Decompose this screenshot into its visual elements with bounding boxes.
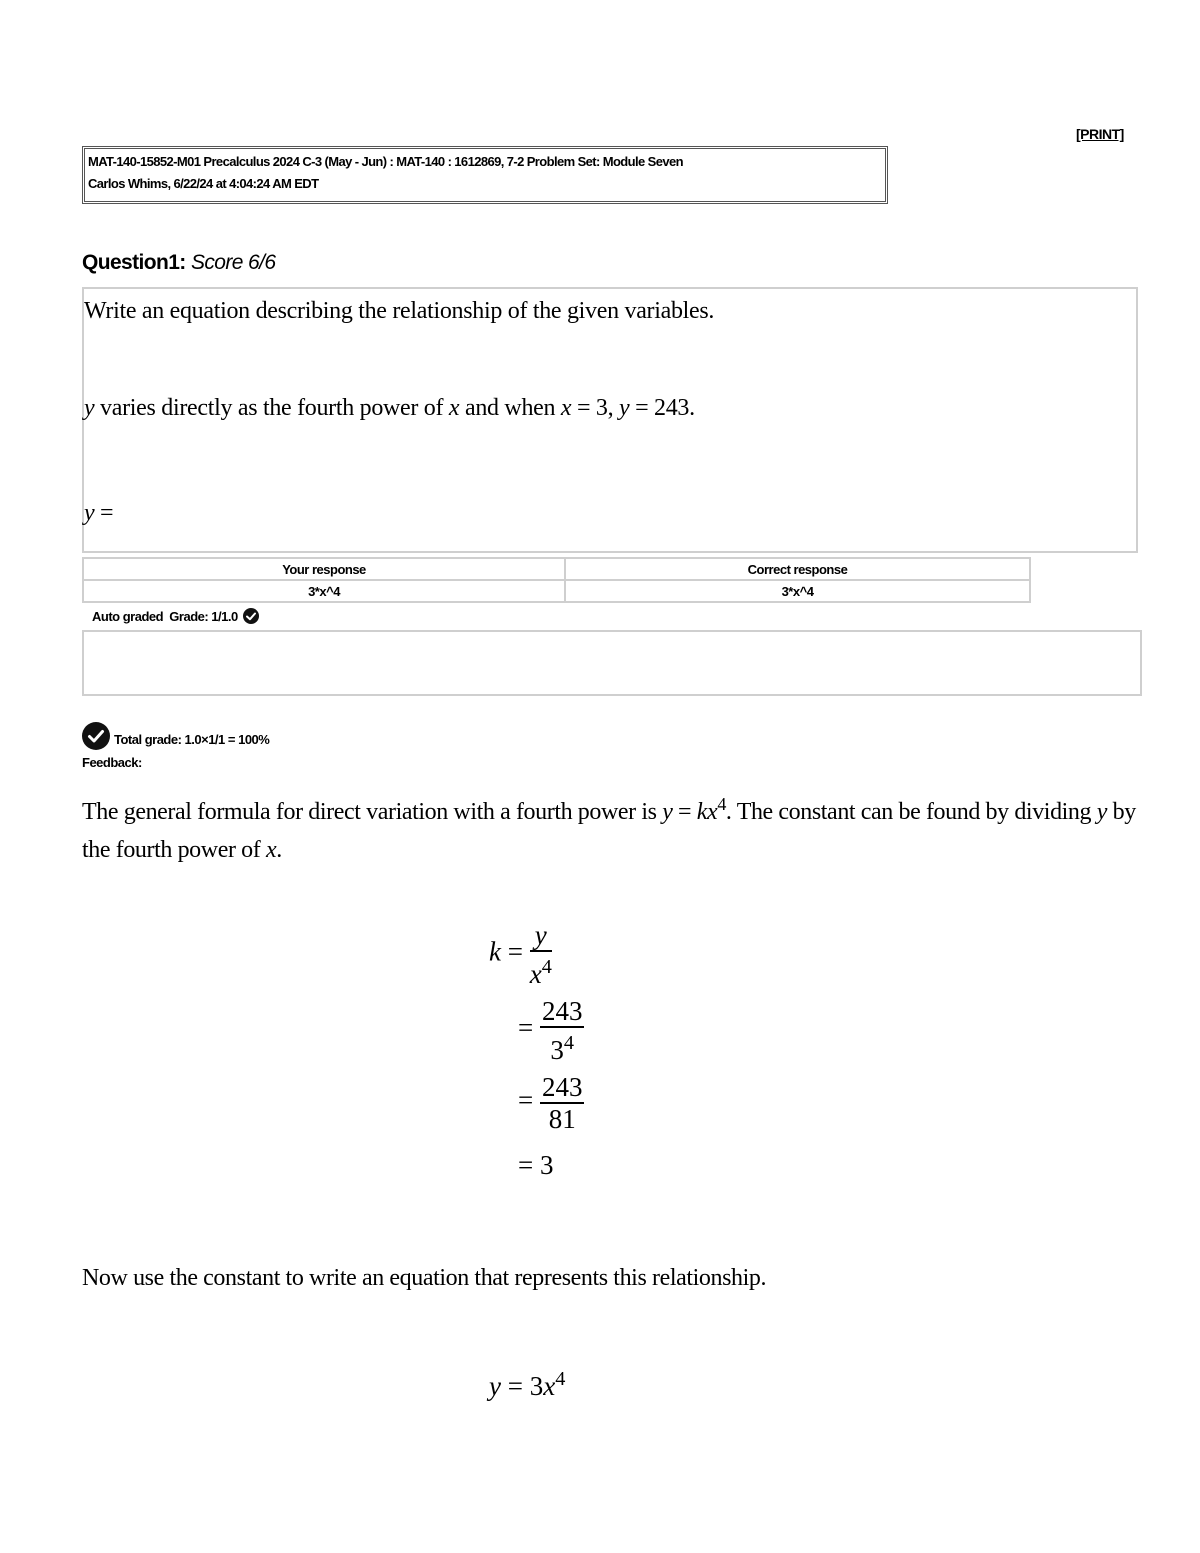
math-exponent: 4 <box>555 1368 566 1390</box>
assignment-header <box>82 146 888 204</box>
math-var-y: y <box>619 395 630 421</box>
math-exponent: 4 <box>541 956 552 978</box>
table-row <box>83 580 1030 602</box>
auto-grade-line <box>92 608 259 624</box>
feedback-paragraph <box>82 785 1152 869</box>
derivation-line-2 <box>518 996 584 1065</box>
equals-sign: = <box>672 799 697 825</box>
derivation-line-1 <box>489 920 552 989</box>
equals-sign: = <box>94 500 114 526</box>
fraction-numerator: 243 <box>541 1072 583 1102</box>
math-exponent: 4 <box>563 1032 575 1054</box>
your-response-header: Your response <box>83 558 565 580</box>
check-circle-icon <box>82 722 110 750</box>
equals-sign: = <box>507 936 523 967</box>
answer-prompt <box>84 500 113 527</box>
math-var-x: x <box>560 395 572 421</box>
math-var-x: x <box>543 1371 556 1401</box>
math-number: 3 <box>529 1371 544 1401</box>
grade-value: Grade: 1/1.0 <box>169 609 238 624</box>
equals-sign: = <box>518 1012 534 1043</box>
correct-response-value: 3*x^4 <box>565 580 1030 602</box>
fraction <box>530 920 552 989</box>
statement-text: = 243. <box>629 395 695 421</box>
statement-text: varies directly as the fourth power of <box>94 395 449 421</box>
auto-graded-label: Auto graded <box>92 609 164 624</box>
question-label: Question1: <box>82 251 186 274</box>
header-course-line: MAT-140-15852-M01 Precalculus 2024 C-3 (May - Jun) : MAT-140 : 1612869, 7-2 Problem Set: Module Seven <box>88 154 683 169</box>
feedback-paragraph-2: Now use the constant to write an equation that represents this relationship. <box>82 1265 767 1291</box>
fraction <box>540 1072 585 1134</box>
derivation-line-3 <box>518 1072 584 1134</box>
fraction <box>540 996 585 1065</box>
final-equation <box>489 1368 565 1402</box>
math-var-k: k <box>489 936 501 967</box>
math-var-y: y <box>662 799 673 825</box>
fraction-numerator: y <box>530 920 552 952</box>
statement-text: and when <box>459 395 561 421</box>
equals-sign: = <box>518 1150 534 1180</box>
print-link[interactable]: [PRINT] <box>1076 126 1124 142</box>
math-number: 3 <box>550 1035 564 1065</box>
math-var-x: x <box>529 959 542 989</box>
question-title <box>82 251 275 275</box>
fraction-denominator <box>540 1028 585 1065</box>
feedback-text: . The constant can be found by dividing <box>725 799 1097 825</box>
derivation-line-4 <box>518 1150 553 1181</box>
comment-box <box>82 630 1142 696</box>
math-var-y: y <box>489 1371 501 1401</box>
total-grade: Total grade: 1.0×1/1 = 100% <box>114 732 270 747</box>
math-var-y: y <box>84 395 95 421</box>
response-table <box>82 557 1031 603</box>
fraction-denominator <box>530 952 552 989</box>
math-exponent: 4 <box>717 794 726 814</box>
question-score: Score 6/6 <box>190 251 276 274</box>
equals-sign: = <box>518 1085 534 1116</box>
math-var-kx: kx <box>696 799 718 825</box>
fraction-numerator: 243 <box>541 996 583 1026</box>
equals-sign: = <box>507 1371 523 1401</box>
math-var-y: y <box>84 500 95 526</box>
table-row <box>83 558 1030 580</box>
math-var-x: x <box>265 837 277 863</box>
feedback-text: by the fourth power of <box>82 799 1136 863</box>
header-student-line: Carlos Whims, 6/22/24 at 4:04:24 AM EDT <box>88 176 319 191</box>
check-circle-icon <box>243 608 259 624</box>
fraction-denominator: 81 <box>548 1104 576 1134</box>
correct-response-header: Correct response <box>565 558 1030 580</box>
math-var-x: x <box>448 395 460 421</box>
math-var-y: y <box>1096 799 1108 825</box>
feedback-text: . <box>276 837 282 863</box>
feedback-label: Feedback: <box>82 755 142 770</box>
your-response-value: 3*x^4 <box>83 580 565 602</box>
question-statement <box>84 395 695 422</box>
question-instruction: Write an equation describing the relationship of the given variables. <box>84 298 715 324</box>
derivation-result: 3 <box>539 1150 554 1180</box>
feedback-text: The general formula for direct variation with a fourth power is <box>82 799 663 825</box>
statement-text: = 3, <box>571 395 620 421</box>
